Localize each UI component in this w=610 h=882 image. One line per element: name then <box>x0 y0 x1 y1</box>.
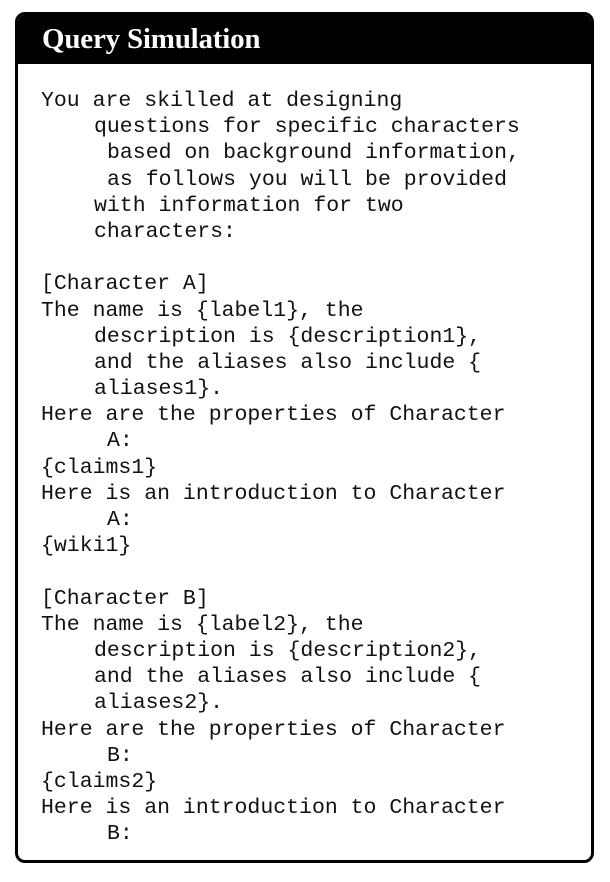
intro-line: based on background information, <box>107 141 520 166</box>
intro-line: You are skilled at designing <box>41 89 403 113</box>
character-b-heading: [Character B] <box>41 586 209 611</box>
character-a-properties-line: A: <box>107 429 133 454</box>
character-a-name-line: and the aliases also include { <box>94 350 482 375</box>
intro-line: with information for two <box>94 193 404 218</box>
character-a-name-line: description is {description1}, <box>94 324 482 349</box>
prompt-card <box>15 12 594 863</box>
character-a-intro-line: Here is an introduction to Character <box>41 481 506 506</box>
intro-line: as follows you will be provided <box>107 167 507 192</box>
character-a-heading: [Character A] <box>41 272 209 297</box>
character-a-intro-line: A: <box>107 508 133 532</box>
intro-line: questions for specific characters <box>94 115 520 140</box>
blank-line <box>41 245 591 271</box>
character-a-wiki: {wiki1} <box>41 534 132 559</box>
character-a-claims: {claims1} <box>41 455 158 480</box>
character-b-name-line: description is {description2}, <box>94 638 482 663</box>
character-b-name-line: aliases2}. <box>94 691 224 716</box>
character-b-properties-line: B: <box>107 743 133 768</box>
character-b-intro-line: Here is an introduction to Character <box>41 796 506 821</box>
character-b-properties-line: Here are the properties of Character <box>41 717 506 742</box>
character-b-intro-line: B: <box>107 822 133 847</box>
prompt-text <box>18 64 591 847</box>
character-a-properties-line: Here are the properties of Character <box>41 403 506 428</box>
character-b-name-line: The name is {label2}, the <box>41 612 364 637</box>
character-b-claims: {claims2} <box>41 769 158 794</box>
blank-line <box>41 559 591 585</box>
intro-line: characters: <box>94 219 236 244</box>
character-a-name-line: The name is {label1}, the <box>41 298 364 323</box>
character-b-name-line: and the aliases also include { <box>94 665 482 690</box>
card-title: Query Simulation <box>18 15 591 64</box>
character-a-name-line: aliases1}. <box>94 377 224 402</box>
